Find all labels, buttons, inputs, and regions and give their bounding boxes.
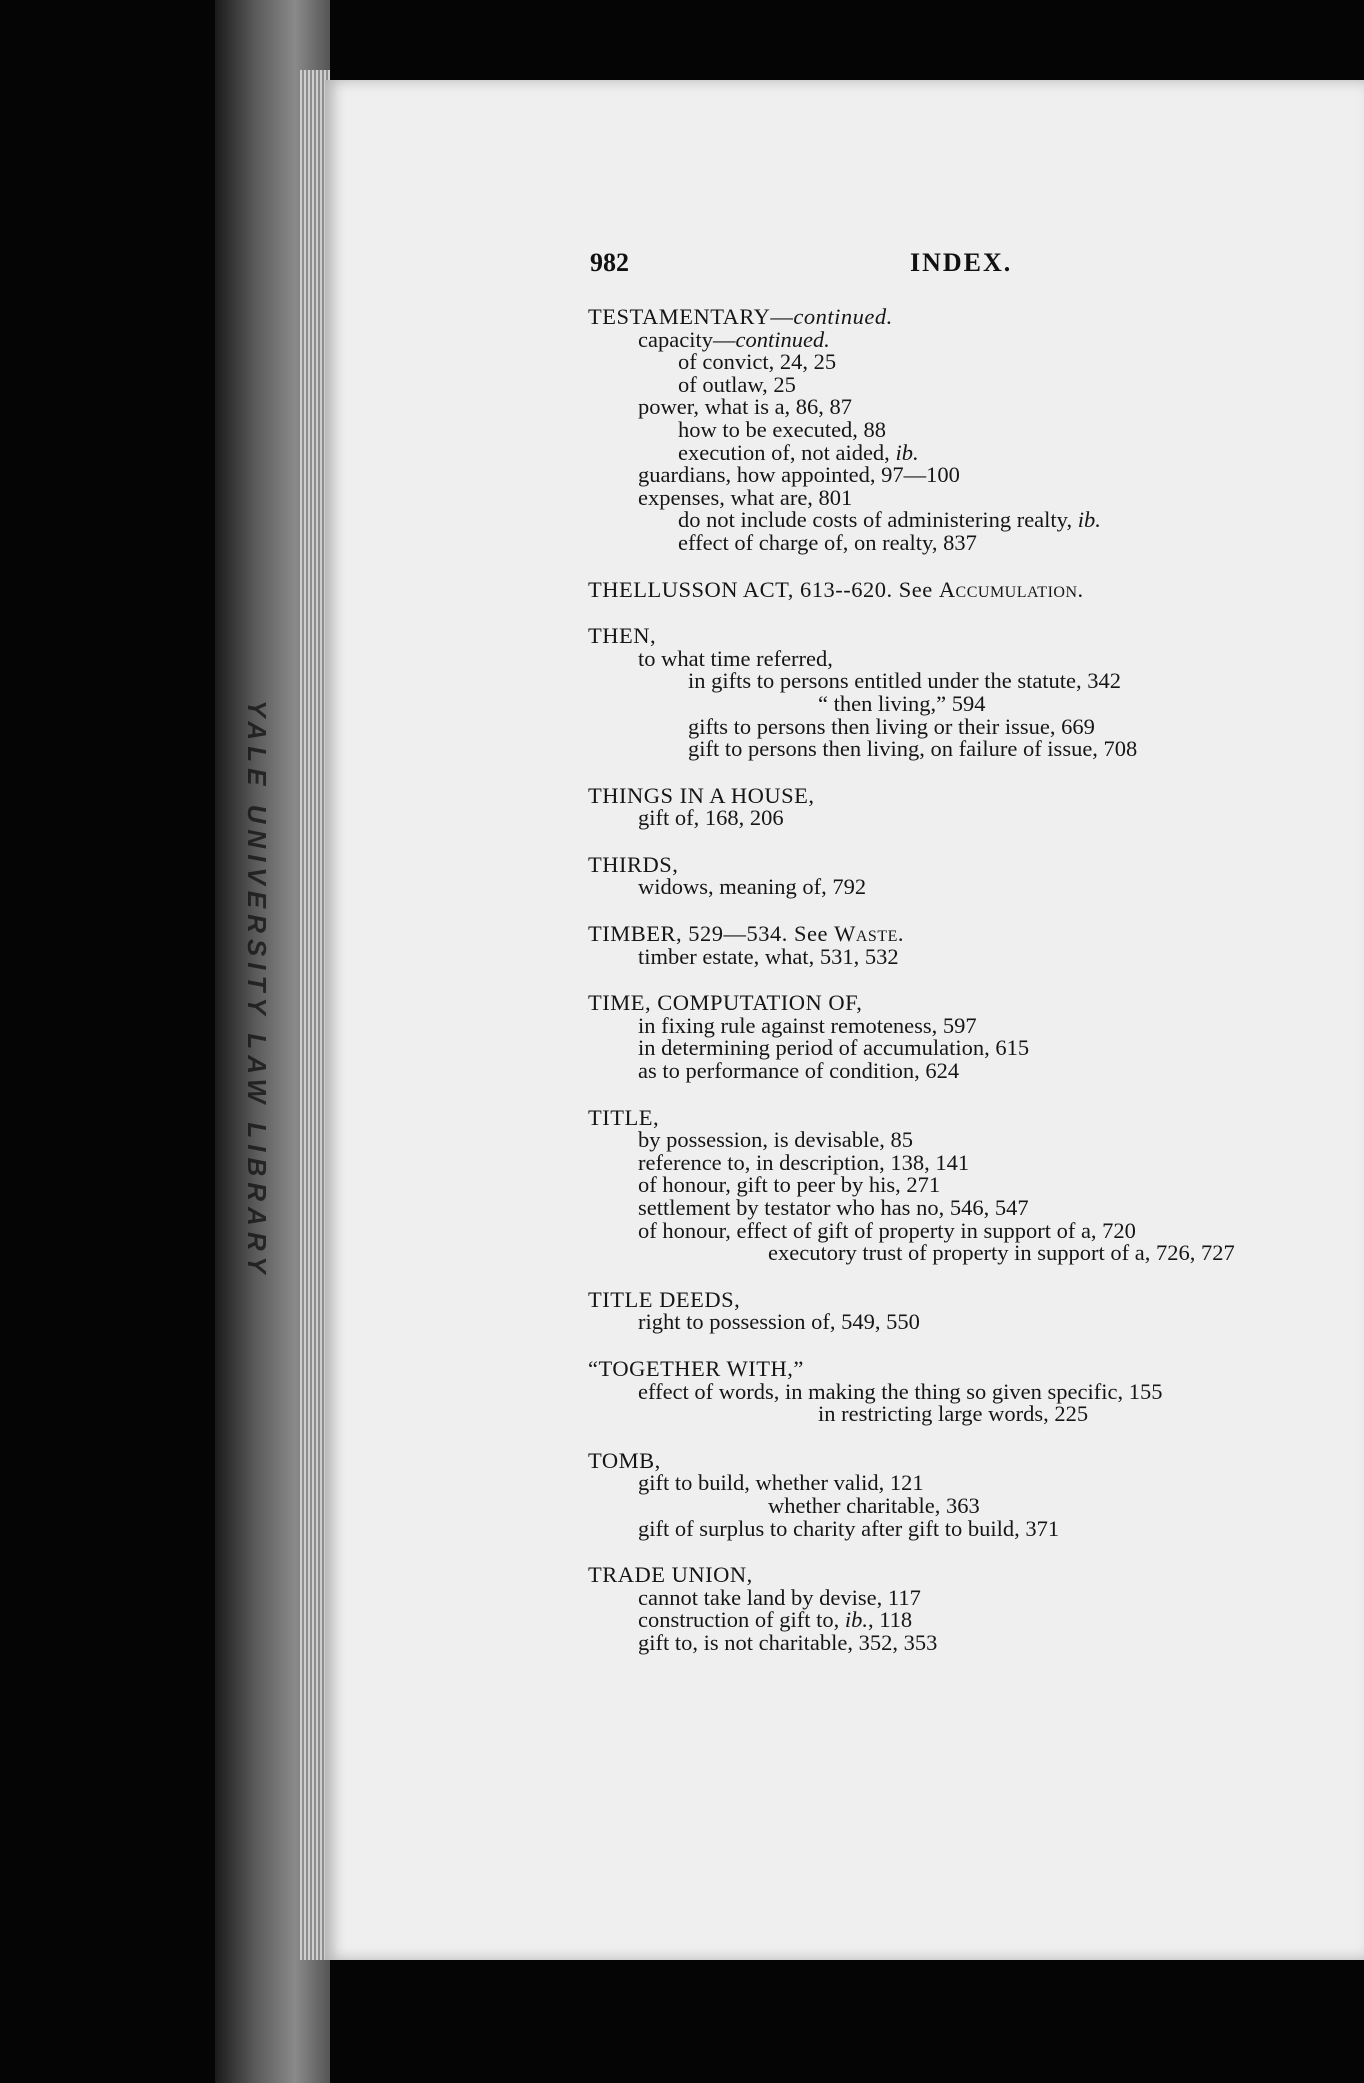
- entry-heading: TITLE,: [588, 1104, 660, 1130]
- entry-heading: TIME, COMPUTATION OF,: [588, 990, 863, 1016]
- entry-subline: gift to, is not charitable, 352, 353: [638, 1629, 938, 1655]
- entry-heading: TIMBER, 529—534. See Waste.: [588, 921, 904, 947]
- entry-subline: cannot take land by devise, 117: [638, 1584, 921, 1610]
- entry-subline: gift of, 168, 206: [638, 805, 784, 831]
- index-entry: [588, 851, 1348, 900]
- entry-subline: executory trust of property in support of a, 726, 727: [768, 1240, 1235, 1266]
- entry-heading: THINGS IN A HOUSE,: [588, 782, 815, 808]
- index-entry: [588, 1286, 1348, 1335]
- entry-subline: gifts to persons then living or their issue, 669: [688, 713, 1095, 739]
- index-entry: [588, 782, 1348, 831]
- entry-subline: gift to build, whether valid, 121: [638, 1470, 924, 1496]
- index-entry: [588, 1564, 1348, 1654]
- entry-heading: THELLUSSON ACT, 613--620. See Accumulation.: [588, 576, 1084, 602]
- entry-subline: capacity—continued.: [638, 326, 830, 352]
- entry-subline: in fixing rule against remoteness, 597: [638, 1012, 977, 1038]
- entry-subline: gift to persons then living, on failure of issue, 708: [688, 736, 1138, 762]
- index-entry: [588, 576, 1348, 602]
- entry-subline: to what time referred,: [638, 645, 833, 671]
- entry-subline: execution of, not aided, ib.: [678, 439, 919, 465]
- entry-heading: TITLE DEEDS,: [588, 1286, 741, 1312]
- entry-heading: THEN,: [588, 623, 657, 649]
- entry-heading: TRADE UNION,: [588, 1562, 753, 1588]
- index-entry: [588, 1104, 1348, 1266]
- entry-subline: in determining period of accumulation, 615: [638, 1035, 1030, 1061]
- entry-subline: by possession, is devisable, 85: [638, 1127, 913, 1153]
- entry-subline: effect of charge of, on realty, 837: [678, 529, 977, 555]
- entry-subline: of convict, 24, 25: [678, 349, 837, 375]
- index-entry: [588, 923, 1348, 968]
- entry-heading: “TOGETHER WITH,”: [588, 1355, 804, 1381]
- entry-subline: of honour, effect of gift of property in support of a, 720: [638, 1217, 1136, 1243]
- entry-subline: construction of gift to, ib., 118: [638, 1607, 913, 1633]
- entry-subline: do not include costs of administering realty, ib.: [678, 507, 1101, 533]
- entry-subline: widows, meaning of, 792: [638, 874, 867, 900]
- index-entry: [588, 1447, 1348, 1541]
- index-entries: [588, 306, 1348, 1679]
- entry-subline: expenses, what are, 801: [638, 484, 853, 510]
- index-entry: [588, 992, 1348, 1082]
- page-title: INDEX.: [910, 248, 1013, 277]
- entry-subline: how to be executed, 88: [678, 416, 887, 442]
- index-entry: [588, 1355, 1348, 1427]
- entry-subline: as to performance of condition, 624: [638, 1058, 960, 1084]
- page-header: [590, 248, 1290, 288]
- entry-subline: gift of surplus to charity after gift to build, 371: [638, 1515, 1060, 1541]
- entry-subline: in gifts to persons entitled under the statute, 342: [688, 668, 1122, 694]
- entry-subline: right to possession of, 549, 550: [638, 1309, 920, 1335]
- entry-subline: reference to, in description, 138, 141: [638, 1149, 970, 1175]
- index-entry: [588, 625, 1348, 761]
- entry-subline: timber estate, what, 531, 532: [638, 943, 899, 969]
- entry-subline: effect of words, in making the thing so given specific, 155: [638, 1378, 1163, 1404]
- entry-subline: in restricting large words, 225: [818, 1401, 1089, 1427]
- entry-heading: TOMB,: [588, 1447, 661, 1473]
- entry-subline: guardians, how appointed, 97—100: [638, 462, 960, 488]
- entry-heading: THIRDS,: [588, 851, 679, 877]
- index-entry: [588, 306, 1348, 555]
- entry-heading: TESTAMENTARY—continued.: [588, 304, 893, 329]
- entry-subline: of honour, gift to peer by his, 271: [638, 1172, 941, 1198]
- entry-subline: “ then living,” 594: [818, 690, 986, 716]
- library-stamp: YALE UNIVERSITY LAW LIBRARY: [242, 700, 272, 1280]
- entry-subline: settlement by testator who has no, 546, 547: [638, 1195, 1029, 1220]
- page-number: 982: [590, 248, 629, 277]
- entry-subline: whether charitable, 363: [768, 1492, 980, 1518]
- entry-subline: of outlaw, 25: [678, 371, 796, 397]
- entry-subline: power, what is a, 86, 87: [638, 394, 853, 420]
